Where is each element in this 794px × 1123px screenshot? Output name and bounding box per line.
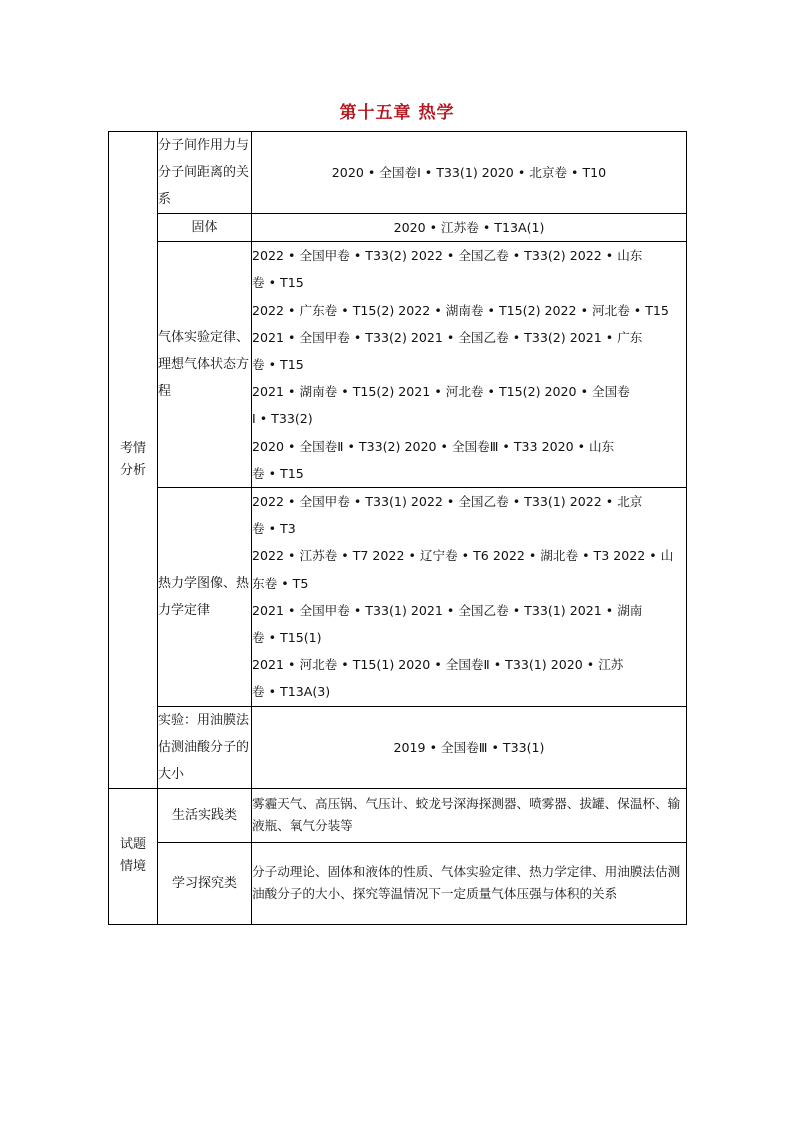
table-row (109, 488, 687, 707)
topic-cell: 实验：用油膜法估测油酸分子的大小 (158, 706, 252, 788)
table-row (109, 214, 687, 242)
table-row (109, 788, 687, 842)
exam-refs-cell: 2019 • 全国卷Ⅲ • T33(1) (252, 706, 687, 788)
exam-refs-cell: 2020 • 江苏卷 • T13A(1) (252, 214, 687, 242)
section-label-shiti: 试题情境 (109, 788, 158, 924)
table-row (109, 842, 687, 924)
exam-analysis-table (108, 131, 687, 925)
topic-cell: 固体 (158, 214, 252, 242)
topic-cell: 分子间作用力与分子间距离的关系 (158, 132, 252, 214)
topic-cell: 气体实验定律、理想气体状态方程 (158, 242, 252, 488)
exam-refs-cell: 2022 • 全国甲卷 • T33(2) 2022 • 全国乙卷 • T33(2) 2022 • 山东 卷 • T15 2022 • 广东卷 • T15(2) 2022 • 湖南卷 • T15(2) 2022 • 河北卷 • T15 2021 • 全国甲卷 • T33(2) 2021 • 全国乙卷 • T33(2) 2021 • 广东 卷 • T15 2021 • 湖南卷 • T15(2) 2021 • 河北卷 • T15(2) 2020 • 全国卷 Ⅰ • T33(2) 2020 • 全国卷Ⅱ • T33(2) 2020 • 全国卷Ⅲ • T33 2020 • 山东 卷 • T15 (252, 242, 687, 488)
situation-text-cell: 雾霾天气、高压锅、气压计、蛟龙号深海探测器、喷雾器、拔罐、保温杯、输液瓶、氧气分装等 (252, 788, 687, 842)
situation-text-cell: 分子动理论、固体和液体的性质、气体实验定律、热力学定律、用油膜法估测油酸分子的大小、探究等温情况下一定质量气体压强与体积的关系 (252, 842, 687, 924)
situation-category-cell: 生活实践类 (158, 788, 252, 842)
table-row (109, 706, 687, 788)
table-row (109, 132, 687, 214)
page-title: 第十五章 热学 (339, 103, 455, 123)
exam-refs-cell: 2020 • 全国卷Ⅰ • T33(1) 2020 • 北京卷 • T10 (252, 132, 687, 214)
situation-category-cell: 学习探究类 (158, 842, 252, 924)
section-label-kaoqing: 考情分析 (109, 132, 158, 789)
exam-refs-cell: 2022 • 全国甲卷 • T33(1) 2022 • 全国乙卷 • T33(1) 2022 • 北京 卷 • T3 2022 • 江苏卷 • T7 2022 • 辽宁卷 • T6 2022 • 湖北卷 • T3 2022 • 山 东卷 • T5 2021 • 全国甲卷 • T33(1) 2021 • 全国乙卷 • T33(1) 2021 • 湖南 卷 • T15(1) 2021 • 河北卷 • T15(1) 2020 • 全国卷Ⅱ • T33(1) 2020 • 江苏 卷 • T13A(3) (252, 488, 687, 707)
table-row (109, 242, 687, 488)
topic-cell: 热力学图像、热力学定律 (158, 488, 252, 707)
